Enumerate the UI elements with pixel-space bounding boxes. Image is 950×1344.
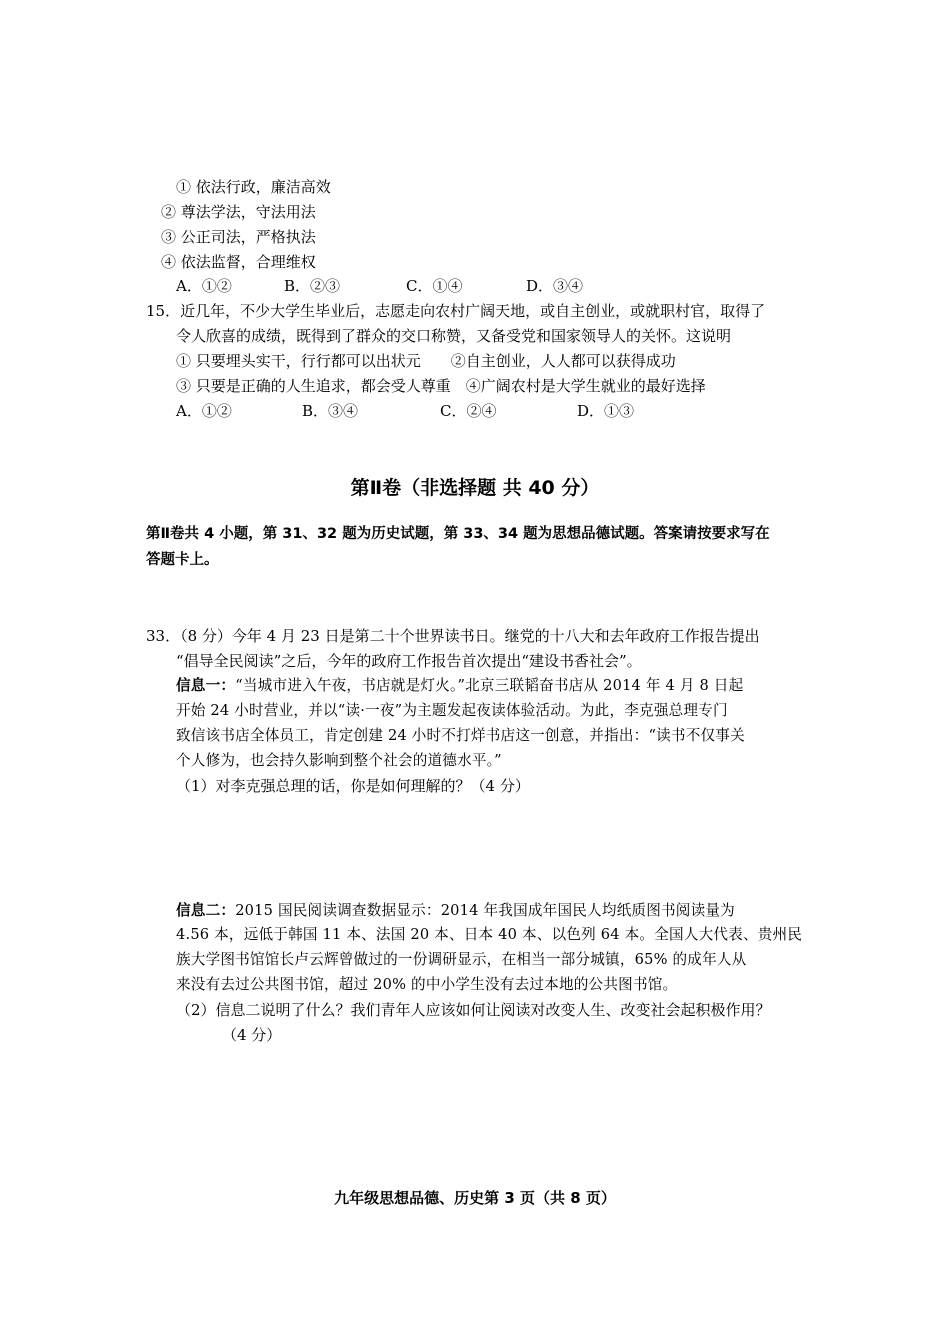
q33-info1-line3: 致信该书店全体员工，肯定创建 24 小时不打烊书店这一创意，并指出：“读书不仅事关 (176, 727, 745, 744)
q33-stem-line2: “倡导全民阅读”之后，今年的政府工作报告首次提出“建设书香社会”。 (176, 652, 642, 670)
q33-info2-line1 (176, 901, 735, 921)
q33-info2-line3: 族大学图书馆馆长卢云辉曾做过的一份调研显示，在相当一部分城镇，65% 的成年人从 (176, 951, 747, 968)
q33-info1-text-1: “当城市进入午夜，书店就是灯火。”北京三联韬奋书店从 2014 年 4 月 8 日起 (235, 677, 744, 694)
section-instruction-line1: 第Ⅱ卷共 4 小题，第 31、32 题为历史试题，第 33、34 题为思想品德试题。答案请按要求写在 (146, 526, 770, 542)
q33-info2-line4: 来没有去过公共图书馆，超过 20% 的中小学生没有去过本地的公共图书馆。 (176, 976, 678, 993)
q15-items-row2: ③ 只要是正确的人生追求，都会受人尊重 ④广阔农村是大学生就业的最好选择 (176, 377, 706, 395)
q15-items-row1: ① 只要埋头实干，行行都可以出状元 ②自主创业，人人都可以获得成功 (176, 352, 676, 370)
q15-option-d: D．①③ (577, 402, 635, 420)
q15-option-b: B．③④ (302, 402, 359, 420)
q14-option-a: A．①② (176, 277, 232, 295)
section-title: 第Ⅱ卷（非选择题 共 40 分） (350, 477, 600, 499)
q33-info2-line2: 4.56 本，远低于韩国 11 本、法国 20 本、日本 40 本、以色列 64 本。全国人大代表、贵州民 (176, 926, 803, 943)
q15-stem-line1: 15．近几年，不少大学生毕业后，志愿走向农村广阔天地，或自主创业，或就职村官，取得了 (146, 302, 766, 320)
q14-item-2: ② 尊法学法，守法用法 (161, 203, 316, 221)
q33-subquestion-2-line2: （4 分） (222, 1026, 282, 1044)
q33-info1-line1 (176, 676, 743, 696)
q14-options (176, 276, 583, 296)
q33-info2-text-1: 2015 国民阅读调查数据显示：2014 年我国成年国民人均纸质图书阅读量为 (235, 902, 735, 919)
q14-item-3: ③ 公正司法，严格执法 (161, 228, 316, 246)
q14-option-c: C．①④ (406, 277, 463, 295)
q14-option-d: D．③④ (526, 277, 584, 295)
q33-info2-label: 信息二： (176, 902, 236, 919)
q15-option-c: C．②④ (440, 402, 497, 420)
q33-info1-line4: 个人修为，也会持久影响到整个社会的道德水平。” (176, 752, 502, 769)
q15-stem-line2: 令人欣喜的成绩，既得到了群众的交口称赞，又备受党和国家领导人的关怀。这说明 (176, 327, 732, 345)
q33-subquestion-2-line1: （2）信息二说明了什么？我们青年人应该如何让阅读对改变人生、改变社会起积极作用？ (176, 1001, 771, 1019)
q14-item-4: ④ 依法监督，合理维权 (161, 253, 316, 271)
q33-subquestion-1: （1）对李克强总理的话，你是如何理解的？（4 分） (176, 777, 530, 795)
q15-option-a: A．①② (176, 402, 232, 420)
q33-info1-line2: 开始 24 小时营业，并以“读·一夜”为主题发起夜读体验活动。为此，李克强总理专门 (176, 702, 728, 719)
q33-stem-line1: 33．（8 分）今年 4 月 23 日是第二十个世界读书日。继党的十八大和去年政府工作报告提出 (146, 627, 760, 645)
q33-info1-label: 信息一： (176, 677, 236, 694)
q15-options (176, 401, 634, 421)
section-instruction-line2: 答题卡上。 (146, 552, 219, 568)
q14-option-b: B．②③ (284, 277, 341, 295)
page-footer: 九年级思想品德、历史第 3 页（共 8 页） (334, 1189, 616, 1207)
q14-item-1: ① 依法行政，廉洁高效 (176, 178, 331, 196)
